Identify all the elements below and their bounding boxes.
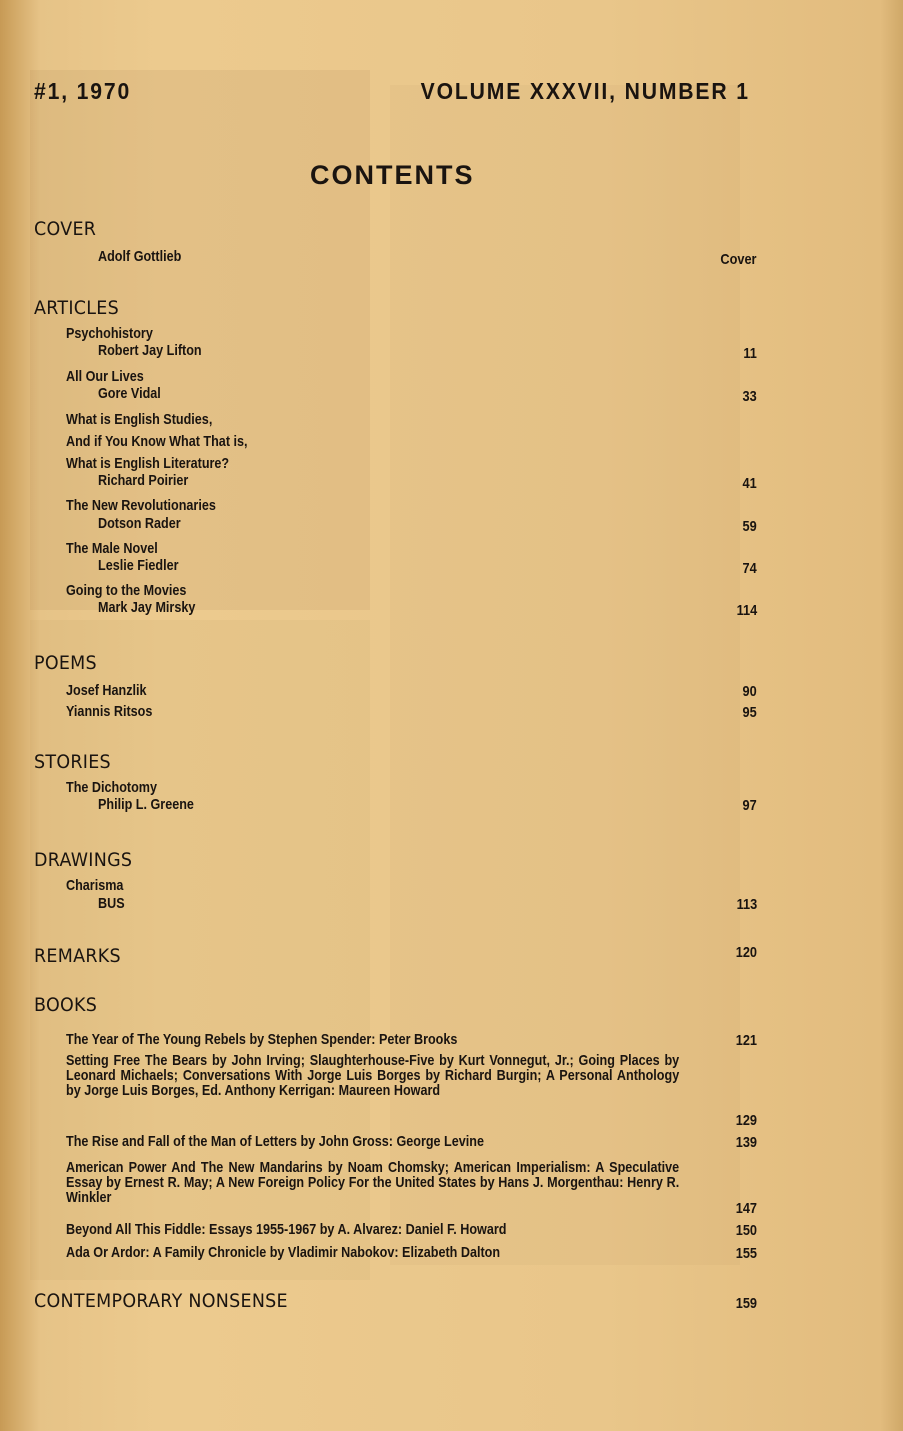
article-author: Leslie Fiedler	[98, 557, 179, 574]
article-page-ref: 41	[742, 475, 757, 492]
article-author: Mark Jay Mirsky	[98, 599, 196, 616]
book-review-entry: Ada Or Ardor: A Family Chronicle by Vladimir Nabokov: Elizabeth Dalton	[66, 1244, 501, 1261]
article-author: Richard Poirier	[98, 472, 189, 489]
section-drawings-heading: DRAWINGS	[34, 849, 133, 871]
book-page-ref: 155	[735, 1245, 757, 1262]
story-author: Philip L. Greene	[98, 796, 194, 813]
article-title: The New Revolutionaries	[66, 497, 216, 514]
section-articles-heading: ARTICLES	[34, 297, 119, 319]
article-page-ref: 114	[736, 602, 757, 619]
issue-label: #1, 1970	[34, 78, 132, 104]
poem-author: Yiannis Ritsos	[66, 703, 153, 720]
book-page-ref: 129	[735, 1112, 757, 1129]
section-books-heading: BOOKS	[34, 994, 98, 1016]
story-page-ref: 97	[742, 797, 757, 814]
book-review-entry: The Rise and Fall of the Man of Letters by John Gross: George Levine	[66, 1133, 484, 1150]
drawing-page-ref: 113	[736, 896, 757, 913]
section-remarks-heading: REMARKS	[34, 945, 121, 967]
book-page-ref: 139	[735, 1134, 757, 1151]
section-poems-heading: POEMS	[34, 652, 97, 674]
poem-author: Josef Hanzlik	[66, 682, 147, 699]
article-page-ref: 11	[743, 345, 757, 362]
section-stories-heading: STORIES	[34, 751, 111, 773]
book-page-ref: 121	[735, 1032, 757, 1049]
drawing-title: Charisma	[66, 877, 124, 894]
remarks-page-ref: 120	[735, 944, 757, 961]
section-nonsense-heading: CONTEMPORARY NONSENSE	[34, 1290, 288, 1312]
section-cover-heading: COVER	[34, 218, 97, 240]
volume-label: VOLUME XXXVII, NUMBER 1	[420, 78, 750, 104]
book-page-ref: 147	[735, 1200, 757, 1217]
poem-page-ref: 95	[742, 704, 757, 721]
book-review-entry: Setting Free The Bears by John Irving; Slaughterhouse-Five by Kurt Vonnegut, Jr.; Going Places by Leonard Michaels; Conversations With Jorge Luis Borges by Richard Burgin; A Personal Anthology by Jorge Luis Borges, Ed. Anthony Kerrigan: Maureen Howard	[66, 1052, 680, 1099]
article-title: Going to the Movies	[66, 582, 187, 599]
cover-page-ref: Cover	[720, 251, 757, 268]
article-title: All Our Lives	[66, 368, 144, 385]
article-title-line: What is English Literature?	[66, 455, 230, 472]
poem-page-ref: 90	[742, 683, 757, 700]
article-author: Dotson Rader	[98, 515, 181, 532]
book-page-ref: 150	[735, 1222, 757, 1239]
story-title: The Dichotomy	[66, 779, 158, 796]
cover-artist: Adolf Gottlieb	[98, 248, 182, 265]
nonsense-page-ref: 159	[735, 1295, 757, 1312]
article-title-line: What is English Studies,	[66, 411, 213, 428]
article-title: The Male Novel	[66, 540, 158, 557]
article-author: Robert Jay Lifton	[98, 342, 202, 359]
book-review-entry: Beyond All This Fiddle: Essays 1955-1967 by A. Alvarez: Daniel F. Howard	[66, 1221, 507, 1238]
book-review-entry: The Year of The Young Rebels by Stephen Spender: Peter Brooks	[66, 1031, 458, 1048]
book-review-entry: American Power And The New Mandarins by Noam Chomsky; American Imperialism: A Speculative Essay by Ernest R. May; A New Foreign Policy For the United States by Hans J. Morgenthau: Henry R. Winkler	[66, 1159, 680, 1206]
drawing-artist: BUS	[98, 895, 125, 912]
article-title: Psychohistory	[66, 325, 153, 342]
article-page-ref: 74	[742, 560, 757, 577]
article-page-ref: 33	[742, 388, 757, 405]
article-title-line: And if You Know What That is,	[66, 433, 248, 450]
article-page-ref: 59	[742, 518, 757, 535]
page-title: CONTENTS	[310, 160, 475, 190]
article-author: Gore Vidal	[98, 385, 161, 402]
